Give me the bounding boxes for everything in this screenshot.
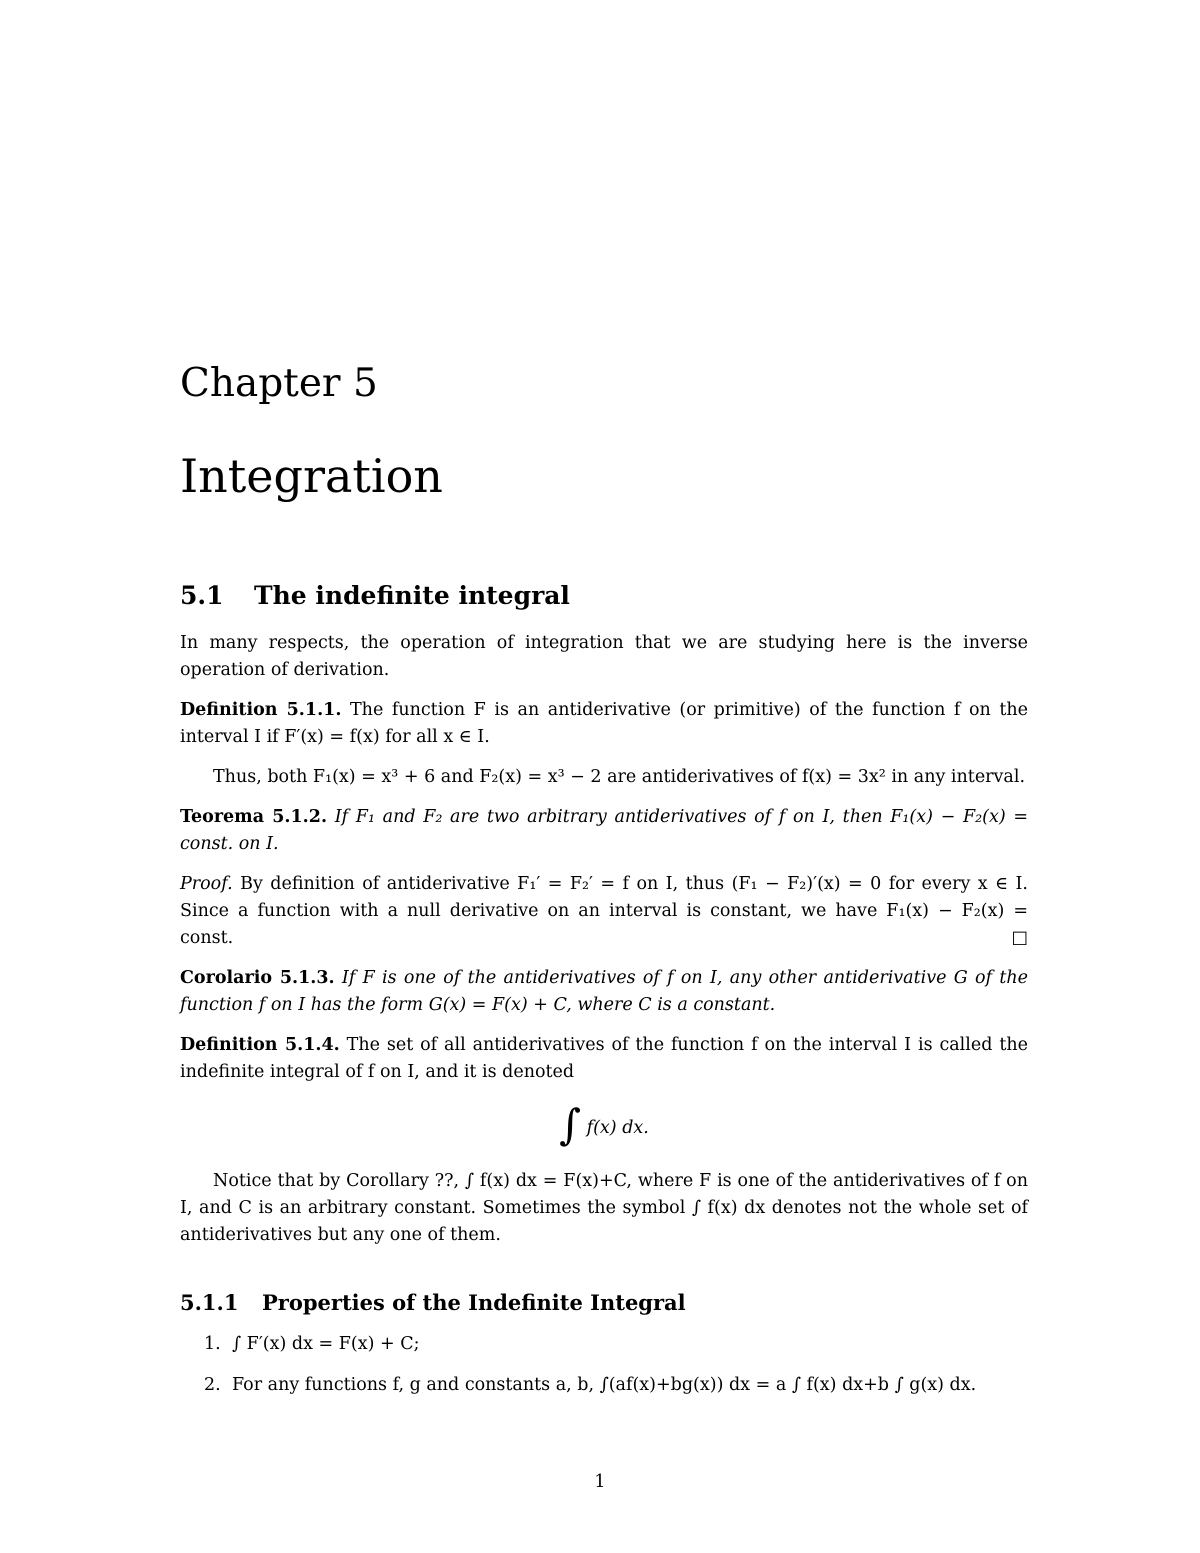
corollary-text: If F is one of the antiderivatives of f on I, any other antiderivative G of the function f on I has the form G(x) = F(x) + C, where C is a constant. — [180, 968, 1028, 1015]
proof-label: Proof. — [180, 874, 233, 894]
qed-symbol: □ — [1011, 928, 1028, 948]
display-formula — [180, 1099, 1028, 1154]
section-number: 5.1 — [180, 581, 224, 610]
theorem-5-1-2 — [180, 804, 1028, 858]
subsection-number: 5.1.1 — [180, 1290, 239, 1315]
list-item-label: 1. — [204, 1334, 221, 1354]
definition-label: Definition 5.1.1. — [180, 700, 342, 720]
subsection-heading — [180, 1289, 1028, 1317]
page-content — [180, 360, 1028, 1413]
section-title: The indefinite integral — [254, 581, 570, 610]
list-item-text: ∫ F′(x) dx = F(x) + C; — [232, 1334, 420, 1354]
example-paragraph: Thus, both F₁(x) = x³ + 6 and F₂(x) = x³ − 2 are antiderivatives of f(x) = 3x² in any interval. — [213, 767, 1026, 787]
list-item-label: 2. — [204, 1375, 221, 1395]
properties-list — [180, 1331, 1028, 1399]
chapter-title: Integration — [180, 449, 443, 503]
intro-paragraph: In many respects, the operation of integration that we are studying here is the inverse operation of derivation. — [180, 633, 1028, 680]
list-item-text: For any functions f, g and constants a, b, ∫(af(x)+bg(x)) dx = a ∫ f(x) dx+b ∫ g(x) dx. — [232, 1375, 977, 1395]
corollary-5-1-3 — [180, 965, 1028, 1019]
proof-paragraph — [180, 871, 1028, 952]
chapter-label: Chapter 5 — [180, 361, 378, 406]
integrand: f(x) dx. — [586, 1118, 649, 1138]
definition-label: Definition 5.1.4. — [180, 1035, 340, 1055]
definition-5-1-1 — [180, 697, 1028, 751]
proof-text: By definition of antiderivative F₁′ = F₂′ = f on I, thus (F₁ − F₂)′(x) = 0 for every x ∈ I. Since a function with a null derivative on an interval is constant, we have F₁(x) − F₂(x) = const. — [180, 874, 1028, 948]
page-number: 1 — [594, 1472, 606, 1492]
list-item — [180, 1372, 1028, 1399]
theorem-label: Teorema 5.1.2. — [180, 807, 328, 827]
notice-paragraph: Notice that by Corollary ??, ∫ f(x) dx = F(x)+C, where F is one of the antiderivatives of f on I, and C is an arbitrary constant. Sometimes the symbol ∫ f(x) dx denotes not the whole set of antiderivatives but any one of them. — [180, 1171, 1028, 1245]
section-heading — [180, 580, 1028, 612]
corollary-label: Corolario 5.1.3. — [180, 968, 335, 988]
theorem-text: If F₁ and F₂ are two arbitrary antiderivatives of f on I, then F₁(x) − F₂(x) = const. on I. — [180, 807, 1028, 854]
definition-text: The function F is an antiderivative (or primitive) of the function f on the interval I if F′(x) = f(x) for all x ∈ I. — [180, 700, 1028, 747]
list-item — [180, 1331, 1028, 1358]
definition-text: The set of all antiderivatives of the function f on the interval I is called the indefinite integral of f on I, and it is denoted — [180, 1035, 1028, 1082]
subsection-title: Properties of the Indefinite Integral — [262, 1290, 686, 1315]
definition-5-1-4 — [180, 1032, 1028, 1086]
integral-sign: ∫ — [559, 1099, 582, 1149]
